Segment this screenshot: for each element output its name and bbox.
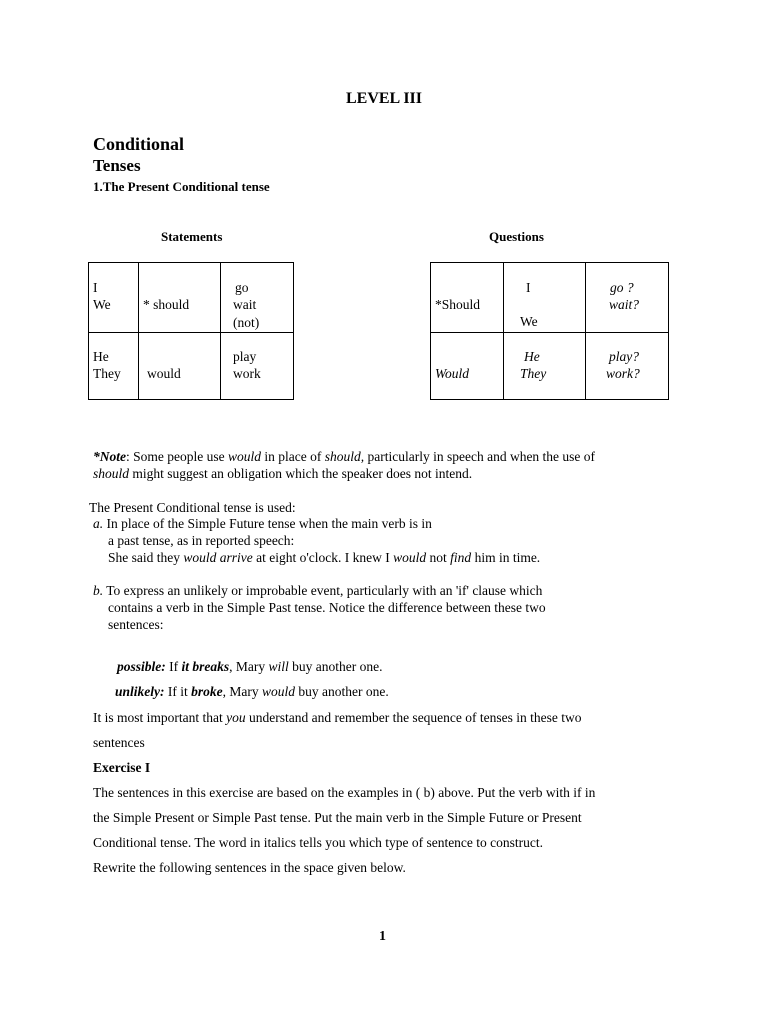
verb: wait [233, 297, 257, 312]
page-title: LEVEL III [345, 90, 423, 107]
pronoun: We [520, 314, 538, 329]
note-label: *Note [93, 449, 126, 464]
verb: work [233, 366, 261, 381]
questions-table [430, 262, 669, 400]
questions-label: Questions [489, 229, 544, 244]
pronoun: We [93, 297, 111, 312]
statements-table [88, 262, 294, 400]
modal: would [147, 366, 181, 381]
pronoun: They [520, 366, 547, 381]
modal: Would [435, 366, 470, 381]
usage-a-line-1: a. In place of the Simple Future tense when the main verb is in [93, 516, 432, 531]
usage-b-line-1: b. To express an unlikely or improbable event, particularly with an 'if' clause which [93, 583, 543, 598]
verb: play? [609, 349, 639, 364]
subheading: 1.The Present Conditional tense [93, 179, 270, 194]
heading-tenses: Tenses [93, 156, 141, 175]
verb: (not) [233, 315, 260, 330]
exercise-title: Exercise I [93, 760, 151, 775]
usage-a-example: She said they would arrive at eight o'clock. I knew I would not find him in time. [108, 550, 541, 565]
modal: * should [143, 297, 190, 312]
exercise-line-2: the Simple Present or Simple Past tense. Put the main verb in the Simple Future or Present [93, 810, 582, 825]
important-line-1: It is most important that you understand and remember the sequence of tenses in these two [93, 710, 582, 725]
pronoun: They [93, 366, 121, 381]
verb: wait? [609, 297, 640, 312]
note-line-1: *Note: Some people use would in place of should, particularly in speech and when the use of [93, 449, 596, 464]
statements-label: Statements [161, 229, 223, 244]
heading-conditional: Conditional [93, 134, 185, 154]
page-number: 1 [379, 929, 386, 944]
verb: play [233, 349, 257, 364]
pronoun: I [93, 280, 98, 295]
pronoun: He [524, 349, 540, 364]
verb: work? [606, 366, 640, 381]
note-line-2: should might suggest an obligation which the speaker does not intend. [93, 466, 473, 481]
important-line-2: sentences [93, 735, 145, 750]
exercise-line-4: Rewrite the following sentences in the space given below. [93, 860, 406, 875]
pronoun: I [526, 280, 531, 295]
usage-b-line-2: contains a verb in the Simple Past tense. Notice the difference between these two [108, 600, 546, 615]
exercise-line-3: Conditional tense. The word in italics tells you which type of sentence to construct. [93, 835, 544, 850]
usage-intro: The Present Conditional tense is used: [89, 500, 296, 515]
usage-a-line-2: a past tense, as in reported speech: [108, 533, 295, 548]
possible-example: possible: If it breaks, Mary will buy another one. [117, 659, 383, 674]
verb: go ? [610, 280, 634, 295]
pronoun: He [93, 349, 109, 364]
usage-b-line-3: sentences: [108, 617, 164, 632]
unlikely-example: unlikely: If it broke, Mary would buy another one. [115, 684, 389, 699]
verb: go [235, 280, 249, 295]
modal: *Should [435, 297, 481, 312]
exercise-line-1: The sentences in this exercise are based on the examples in ( b) above. Put the verb with if in [93, 785, 596, 800]
